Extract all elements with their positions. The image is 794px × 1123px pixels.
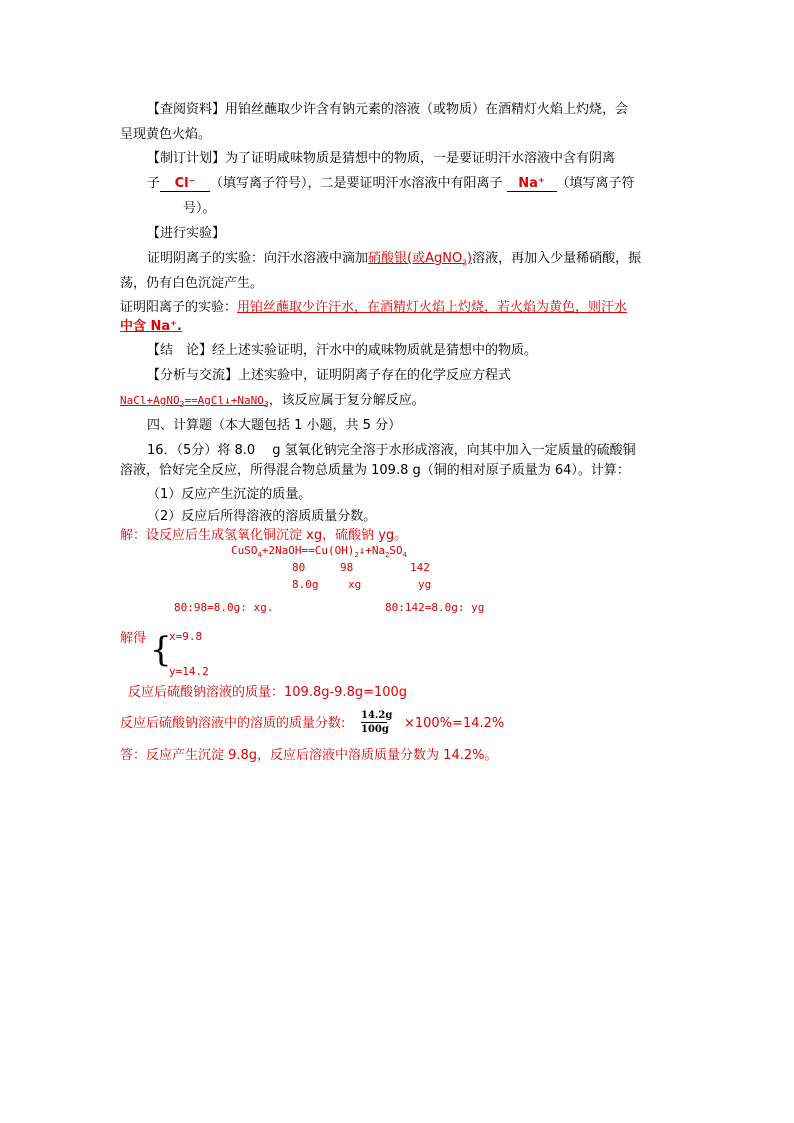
question-16: 16．（5分）将 8.0 g 氢氧化钠完全溶于水形成溶液，向其中加入一定质量的硫酸铜 — [147, 443, 636, 458]
system-brace: { — [150, 630, 172, 670]
plan-text: 为了证明咸味物质是猜想中的物质，一是要证明汗水溶液中含有阴离 — [225, 151, 616, 166]
molar-mass-na2so4: 142 — [410, 561, 430, 574]
paragraph-consult — [147, 101, 628, 119]
fraction-denominator: 100g — [361, 724, 389, 735]
analysis-text: 上述实验中，证明阴离子存在的化学反应方程式 — [238, 368, 512, 383]
cation-text: 证明阳离子的实验： — [120, 300, 238, 315]
result-y: y=14.2 — [169, 665, 209, 678]
answer-reagent — [368, 251, 472, 266]
section-tag-experiment: 【进行实验】 — [147, 226, 226, 241]
section-tag-conclusion: 【结 论】 — [147, 343, 213, 358]
section-tag-analysis: 【分析与交流】 — [147, 368, 239, 383]
answer-reagent-sub: 3 — [462, 258, 468, 268]
solution-mass-line: 反应后硫酸钠溶液的质量：109.8g-9.8g=100g — [128, 685, 408, 700]
conclusion-text: 经上述实验证明，汗水中的咸味物质就是猜想中的物质。 — [212, 343, 538, 358]
answer-cation: Na⁺ — [507, 176, 557, 192]
section-tag-consult: 【查阅资料】 — [147, 102, 226, 117]
plan-mid: （填写离子符号），二是要证明汗水溶液中有阳离子 — [210, 176, 503, 191]
answer-cation-method-cont: 中含 Na⁺. — [120, 319, 182, 334]
ratio-y: 80:142=8.0g: yg — [385, 601, 485, 614]
paragraph-plan — [147, 150, 615, 168]
eq-b: ==AgCl↓+NaNO — [184, 394, 264, 407]
plan-text-cont: 号）。 — [183, 201, 216, 216]
solution-percent: ×100%=14.2% — [404, 716, 505, 731]
paragraph-anion — [147, 250, 641, 273]
consult-text: 用铂丝蘸取少许含有钠元素的溶液（或物质）在酒精灯火焰上灼烧，会 — [225, 102, 629, 117]
question-16-cont: 溶液，恰好完全反应，所得混合物总质量为 109.8 g（铜的相对原子质量为 64）。计算： — [120, 463, 630, 478]
sol-eq-a: CuSO — [231, 544, 258, 557]
plan-fill-line — [147, 175, 635, 193]
result-x: x=9.8 — [169, 630, 203, 643]
plan-post: （填写离子符 — [556, 176, 635, 191]
sol-eq-d: SO — [389, 544, 403, 557]
sol-eq-s2: 2 — [354, 551, 359, 560]
paragraph-analysis — [147, 367, 511, 385]
sol-eq-s4: 4 — [402, 551, 407, 560]
fraction-numerator: 14.2g — [361, 710, 393, 721]
paragraph-conclusion — [147, 342, 537, 360]
answer-reagent-a: 硝酸银(或AgNO — [368, 251, 463, 266]
eq-sub2: 3 — [263, 400, 269, 410]
question-16-part1: （1）反应产生沉淀的质量。 — [147, 487, 312, 502]
answer-anion: Cl⁻ — [160, 176, 210, 192]
solution-answer: 答：反应产生沉淀 9.8g，反应后溶液中溶质质量分数为 14.2%。 — [120, 748, 498, 763]
paragraph-cation — [120, 299, 627, 317]
solution-fraction-line: 反应后硫酸钠溶液中的溶质的质量分数: — [120, 716, 346, 731]
section-tag-plan: 【制订计划】 — [147, 151, 226, 166]
answer-equation — [120, 394, 269, 410]
eq-sub1: 3 — [179, 400, 185, 410]
given-mass-naoh: 8.0g — [292, 578, 319, 591]
sol-eq-c: ↓+Na — [358, 544, 386, 557]
solution-setup: 解：设反应后生成氢氧化铜沉淀 xg，硫酸钠 yg。 — [120, 528, 408, 543]
sol-eq-b: +2NaOH==Cu(OH) — [261, 544, 355, 557]
unknown-x: xg — [348, 578, 362, 591]
anion-text-cont: 荡，仍有白色沉淀产生。 — [120, 276, 264, 291]
solution-equation — [231, 543, 407, 563]
sol-eq-s3: 2 — [385, 551, 390, 560]
consult-text-cont: 呈现黄色火焰。 — [120, 127, 212, 142]
solve-label: 解得 — [120, 631, 147, 646]
answer-cation-method: 用铂丝蘸取少许汗水，在酒精灯火焰上灼烧，若火焰为黄色，则汗水 — [237, 300, 628, 315]
anion-text: 证明阴离子的实验：向汗水溶液中滴加 — [147, 251, 369, 266]
ratio-x: 80:98=8.0g: xg. — [174, 601, 274, 614]
equation-line — [120, 392, 425, 414]
fraction — [361, 710, 393, 736]
question-16-part2: （2）反应后所得溶液的溶质质量分数。 — [147, 509, 377, 524]
molar-mass-cuoh2: 98 — [340, 561, 354, 574]
sol-eq-s1: 4 — [257, 551, 262, 560]
plan-pre: 子 — [147, 176, 161, 191]
unknown-y: yg — [418, 578, 432, 591]
eq-a: NaCl+AgNO — [120, 394, 180, 407]
equation-text: ，该反应属于复分解反应。 — [268, 393, 425, 408]
anion-text-2: 溶液，再加入少量稀硝酸，振 — [472, 251, 642, 266]
section-heading-calc: 四、计算题（本大题包括 1 小题，共 5 分） — [147, 418, 402, 433]
molar-mass-naoh: 80 — [292, 561, 306, 574]
answer-reagent-b: ) — [467, 251, 473, 266]
